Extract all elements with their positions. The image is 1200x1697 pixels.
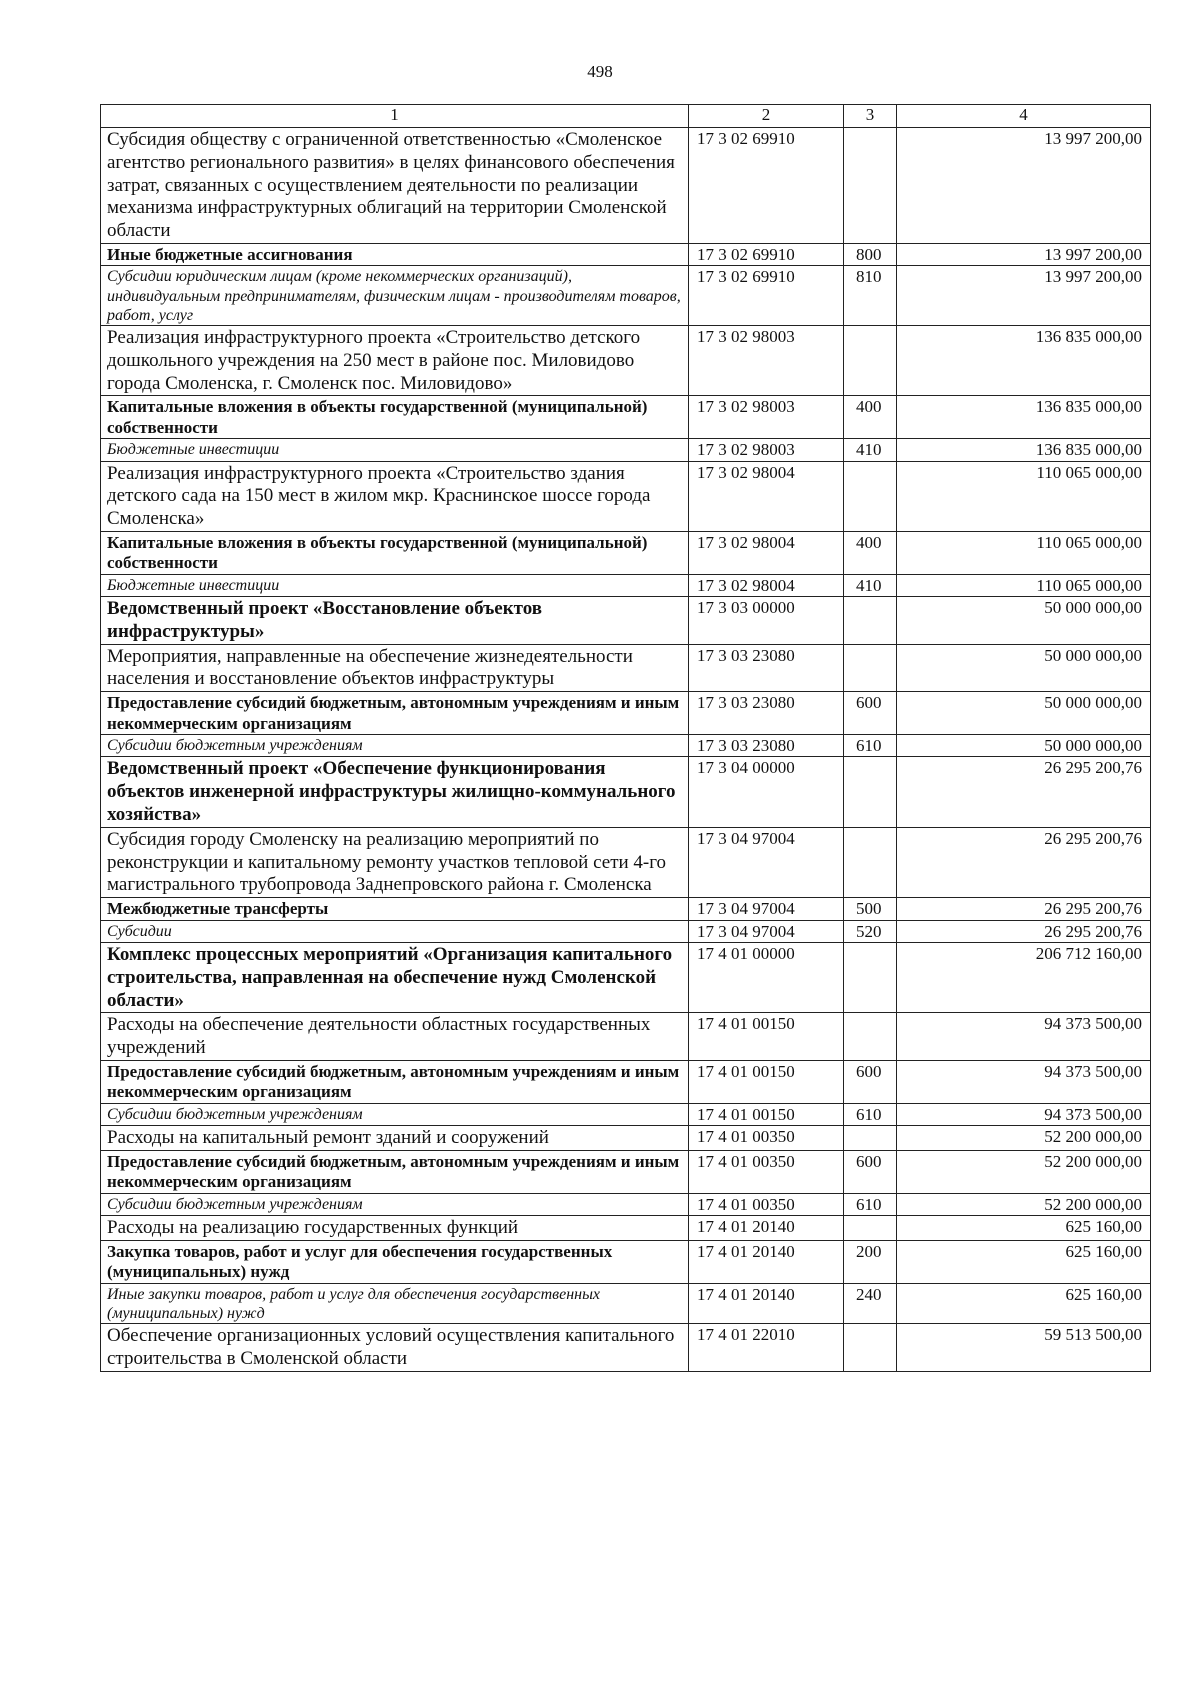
row-amount-cell: 625 160,00: [897, 1216, 1151, 1241]
row-code-cell: 17 3 02 98004: [689, 574, 844, 596]
row-name-cell: Иные закупки товаров, работ и услуг для обеспечения государственных (муниципальных) нужд: [101, 1283, 689, 1323]
row-name-cell: Субсидии: [101, 920, 689, 942]
row-code-cell: 17 3 02 98003: [689, 396, 844, 439]
row-amount-cell: 52 200 000,00: [897, 1126, 1151, 1151]
row-amount-cell: 94 373 500,00: [897, 1060, 1151, 1103]
row-type-cell: [844, 461, 897, 531]
table-row: [101, 325, 1151, 395]
page-number: 498: [587, 62, 613, 81]
row-name-cell: Расходы на реализацию государственных функций: [101, 1216, 689, 1241]
row-name-cell: Ведомственный проект «Восстановление объектов инфраструктуры»: [101, 597, 689, 645]
table-row: [101, 1103, 1151, 1125]
row-code-cell: 17 4 01 22010: [689, 1324, 844, 1372]
row-code-cell: 17 3 02 98004: [689, 531, 844, 574]
row-type-cell: [844, 597, 897, 645]
row-name-cell: Субсидии бюджетным учреждениям: [101, 1193, 689, 1215]
row-name-cell: Капитальные вложения в объекты государственной (муниципальной) собственности: [101, 531, 689, 574]
budget-table: [100, 104, 1151, 1372]
column-header-2: 2: [689, 105, 844, 128]
row-code-cell: 17 3 03 00000: [689, 597, 844, 645]
table-row: [101, 1193, 1151, 1215]
row-amount-cell: 206 712 160,00: [897, 942, 1151, 1012]
row-name-cell: Бюджетные инвестиции: [101, 439, 689, 461]
table-row: [101, 1283, 1151, 1323]
row-code-cell: 17 3 04 97004: [689, 920, 844, 942]
row-type-cell: 800: [844, 243, 897, 265]
row-amount-cell: 52 200 000,00: [897, 1193, 1151, 1215]
row-type-cell: 410: [844, 574, 897, 596]
row-amount-cell: 26 295 200,76: [897, 757, 1151, 827]
table-row: [101, 827, 1151, 897]
row-amount-cell: 13 997 200,00: [897, 128, 1151, 244]
table-row: [101, 1324, 1151, 1372]
row-amount-cell: 110 065 000,00: [897, 574, 1151, 596]
row-type-cell: 400: [844, 396, 897, 439]
table-row: [101, 439, 1151, 461]
row-type-cell: [844, 1126, 897, 1151]
table-row: [101, 1216, 1151, 1241]
row-type-cell: [844, 827, 897, 897]
row-code-cell: 17 4 01 00150: [689, 1103, 844, 1125]
row-type-cell: 240: [844, 1283, 897, 1323]
row-type-cell: 200: [844, 1240, 897, 1283]
row-type-cell: [844, 1324, 897, 1372]
row-code-cell: 17 4 01 00350: [689, 1126, 844, 1151]
table-row: [101, 644, 1151, 692]
row-code-cell: 17 4 01 00350: [689, 1193, 844, 1215]
table-row: [101, 692, 1151, 735]
row-code-cell: 17 3 02 98003: [689, 439, 844, 461]
row-name-cell: Субсидии юридическим лицам (кроме некоммерческих организаций), индивидуальным предпринимателям, физическим лицам - производителям товаров, работ, услуг: [101, 266, 689, 326]
table-row: [101, 1013, 1151, 1061]
row-type-cell: 600: [844, 1150, 897, 1193]
row-code-cell: 17 4 01 20140: [689, 1283, 844, 1323]
row-type-cell: [844, 1013, 897, 1061]
row-type-cell: 410: [844, 439, 897, 461]
table-row: [101, 243, 1151, 265]
row-name-cell: Предоставление субсидий бюджетным, автономным учреждениям и иным некоммерческим организациям: [101, 692, 689, 735]
row-name-cell: Реализация инфраструктурного проекта «Строительство детского дошкольного учреждения на 250 мест в районе пос. Миловидово города Смоленска, г. Смоленск пос. Миловидово»: [101, 325, 689, 395]
table-row: [101, 942, 1151, 1012]
row-name-cell: Межбюджетные трансферты: [101, 898, 689, 920]
row-type-cell: 520: [844, 920, 897, 942]
row-name-cell: Предоставление субсидий бюджетным, автономным учреждениям и иным некоммерческим организациям: [101, 1060, 689, 1103]
row-name-cell: Закупка товаров, работ и услуг для обеспечения государственных (муниципальных) нужд: [101, 1240, 689, 1283]
row-name-cell: Субсидия обществу с ограниченной ответственностью «Смоленское агентство регионального развития» в целях финансового обеспечения затрат, связанных с осуществлением деятельности по реализации механизма инфраструктурных облигаций на территории Смоленской области: [101, 128, 689, 244]
row-type-cell: 610: [844, 1193, 897, 1215]
row-amount-cell: 625 160,00: [897, 1240, 1151, 1283]
row-code-cell: 17 4 01 00000: [689, 942, 844, 1012]
row-code-cell: 17 3 04 00000: [689, 757, 844, 827]
row-type-cell: [844, 1216, 897, 1241]
row-name-cell: Иные бюджетные ассигнования: [101, 243, 689, 265]
row-code-cell: 17 4 01 20140: [689, 1240, 844, 1283]
row-code-cell: 17 4 01 00350: [689, 1150, 844, 1193]
table-row: [101, 1126, 1151, 1151]
table-row: [101, 1060, 1151, 1103]
table-row: [101, 597, 1151, 645]
row-name-cell: Капитальные вложения в объекты государственной (муниципальной) собственности: [101, 396, 689, 439]
row-amount-cell: 26 295 200,76: [897, 827, 1151, 897]
row-name-cell: Субсидии бюджетным учреждениям: [101, 735, 689, 757]
row-amount-cell: 59 513 500,00: [897, 1324, 1151, 1372]
row-code-cell: 17 4 01 00150: [689, 1060, 844, 1103]
row-amount-cell: 136 835 000,00: [897, 396, 1151, 439]
row-code-cell: 17 3 03 23080: [689, 735, 844, 757]
row-amount-cell: 110 065 000,00: [897, 461, 1151, 531]
row-type-cell: 610: [844, 735, 897, 757]
row-code-cell: 17 3 04 97004: [689, 898, 844, 920]
row-name-cell: Бюджетные инвестиции: [101, 574, 689, 596]
table-row: [101, 1240, 1151, 1283]
row-code-cell: 17 3 03 23080: [689, 644, 844, 692]
row-name-cell: Субсидия городу Смоленску на реализацию мероприятий по реконструкции и капитальному ремонту участков тепловой сети 4-го магистрального трубопровода Заднепровского района г. Смоленска: [101, 827, 689, 897]
column-header-3: 3: [844, 105, 897, 128]
row-code-cell: 17 3 02 98003: [689, 325, 844, 395]
table-row: [101, 461, 1151, 531]
row-type-cell: [844, 757, 897, 827]
row-amount-cell: 26 295 200,76: [897, 920, 1151, 942]
row-name-cell: Обеспечение организационных условий осуществления капитального строительства в Смоленской области: [101, 1324, 689, 1372]
row-type-cell: [844, 644, 897, 692]
row-name-cell: Ведомственный проект «Обеспечение функционирования объектов инженерной инфраструктуры жилищно-коммунального хозяйства»: [101, 757, 689, 827]
column-header-4: 4: [897, 105, 1151, 128]
row-name-cell: Расходы на капитальный ремонт зданий и сооружений: [101, 1126, 689, 1151]
row-type-cell: 610: [844, 1103, 897, 1125]
row-code-cell: 17 4 01 00150: [689, 1013, 844, 1061]
row-type-cell: 400: [844, 531, 897, 574]
row-amount-cell: 136 835 000,00: [897, 439, 1151, 461]
row-code-cell: 17 3 02 69910: [689, 266, 844, 326]
row-amount-cell: 52 200 000,00: [897, 1150, 1151, 1193]
table-row: [101, 128, 1151, 244]
column-number-header: [101, 105, 1151, 128]
row-amount-cell: 625 160,00: [897, 1283, 1151, 1323]
row-type-cell: [844, 128, 897, 244]
table-row: [101, 735, 1151, 757]
row-code-cell: 17 3 02 69910: [689, 243, 844, 265]
table-row: [101, 1150, 1151, 1193]
row-amount-cell: 136 835 000,00: [897, 325, 1151, 395]
row-amount-cell: 13 997 200,00: [897, 266, 1151, 326]
row-amount-cell: 50 000 000,00: [897, 692, 1151, 735]
column-header-1: 1: [101, 105, 689, 128]
row-amount-cell: 94 373 500,00: [897, 1013, 1151, 1061]
row-amount-cell: 94 373 500,00: [897, 1103, 1151, 1125]
row-type-cell: [844, 942, 897, 1012]
table-row: [101, 396, 1151, 439]
row-type-cell: 500: [844, 898, 897, 920]
row-name-cell: Субсидии бюджетным учреждениям: [101, 1103, 689, 1125]
row-amount-cell: 50 000 000,00: [897, 644, 1151, 692]
table-row: [101, 574, 1151, 596]
table-row: [101, 898, 1151, 920]
row-code-cell: 17 3 03 23080: [689, 692, 844, 735]
row-name-cell: Реализация инфраструктурного проекта «Строительство здания детского сада на 150 мест в жилом мкр. Краснинское шоссе города Смоленска»: [101, 461, 689, 531]
row-amount-cell: 50 000 000,00: [897, 735, 1151, 757]
table-row: [101, 920, 1151, 942]
row-code-cell: 17 4 01 20140: [689, 1216, 844, 1241]
table-row: [101, 266, 1151, 326]
table-row: [101, 757, 1151, 827]
row-amount-cell: 13 997 200,00: [897, 243, 1151, 265]
row-amount-cell: 26 295 200,76: [897, 898, 1151, 920]
row-amount-cell: 50 000 000,00: [897, 597, 1151, 645]
row-name-cell: Мероприятия, направленные на обеспечение жизнедеятельности населения и восстановление объектов инфраструктуры: [101, 644, 689, 692]
row-type-cell: 600: [844, 692, 897, 735]
row-code-cell: 17 3 04 97004: [689, 827, 844, 897]
row-type-cell: [844, 325, 897, 395]
row-name-cell: Предоставление субсидий бюджетным, автономным учреждениям и иным некоммерческим организациям: [101, 1150, 689, 1193]
row-name-cell: Расходы на обеспечение деятельности областных государственных учреждений: [101, 1013, 689, 1061]
table-row: [101, 531, 1151, 574]
row-code-cell: 17 3 02 98004: [689, 461, 844, 531]
row-type-cell: 600: [844, 1060, 897, 1103]
row-code-cell: 17 3 02 69910: [689, 128, 844, 244]
row-amount-cell: 110 065 000,00: [897, 531, 1151, 574]
row-type-cell: 810: [844, 266, 897, 326]
row-name-cell: Комплекс процессных мероприятий «Организация капитального строительства, направленная на обеспечение нужд Смоленской области»: [101, 942, 689, 1012]
